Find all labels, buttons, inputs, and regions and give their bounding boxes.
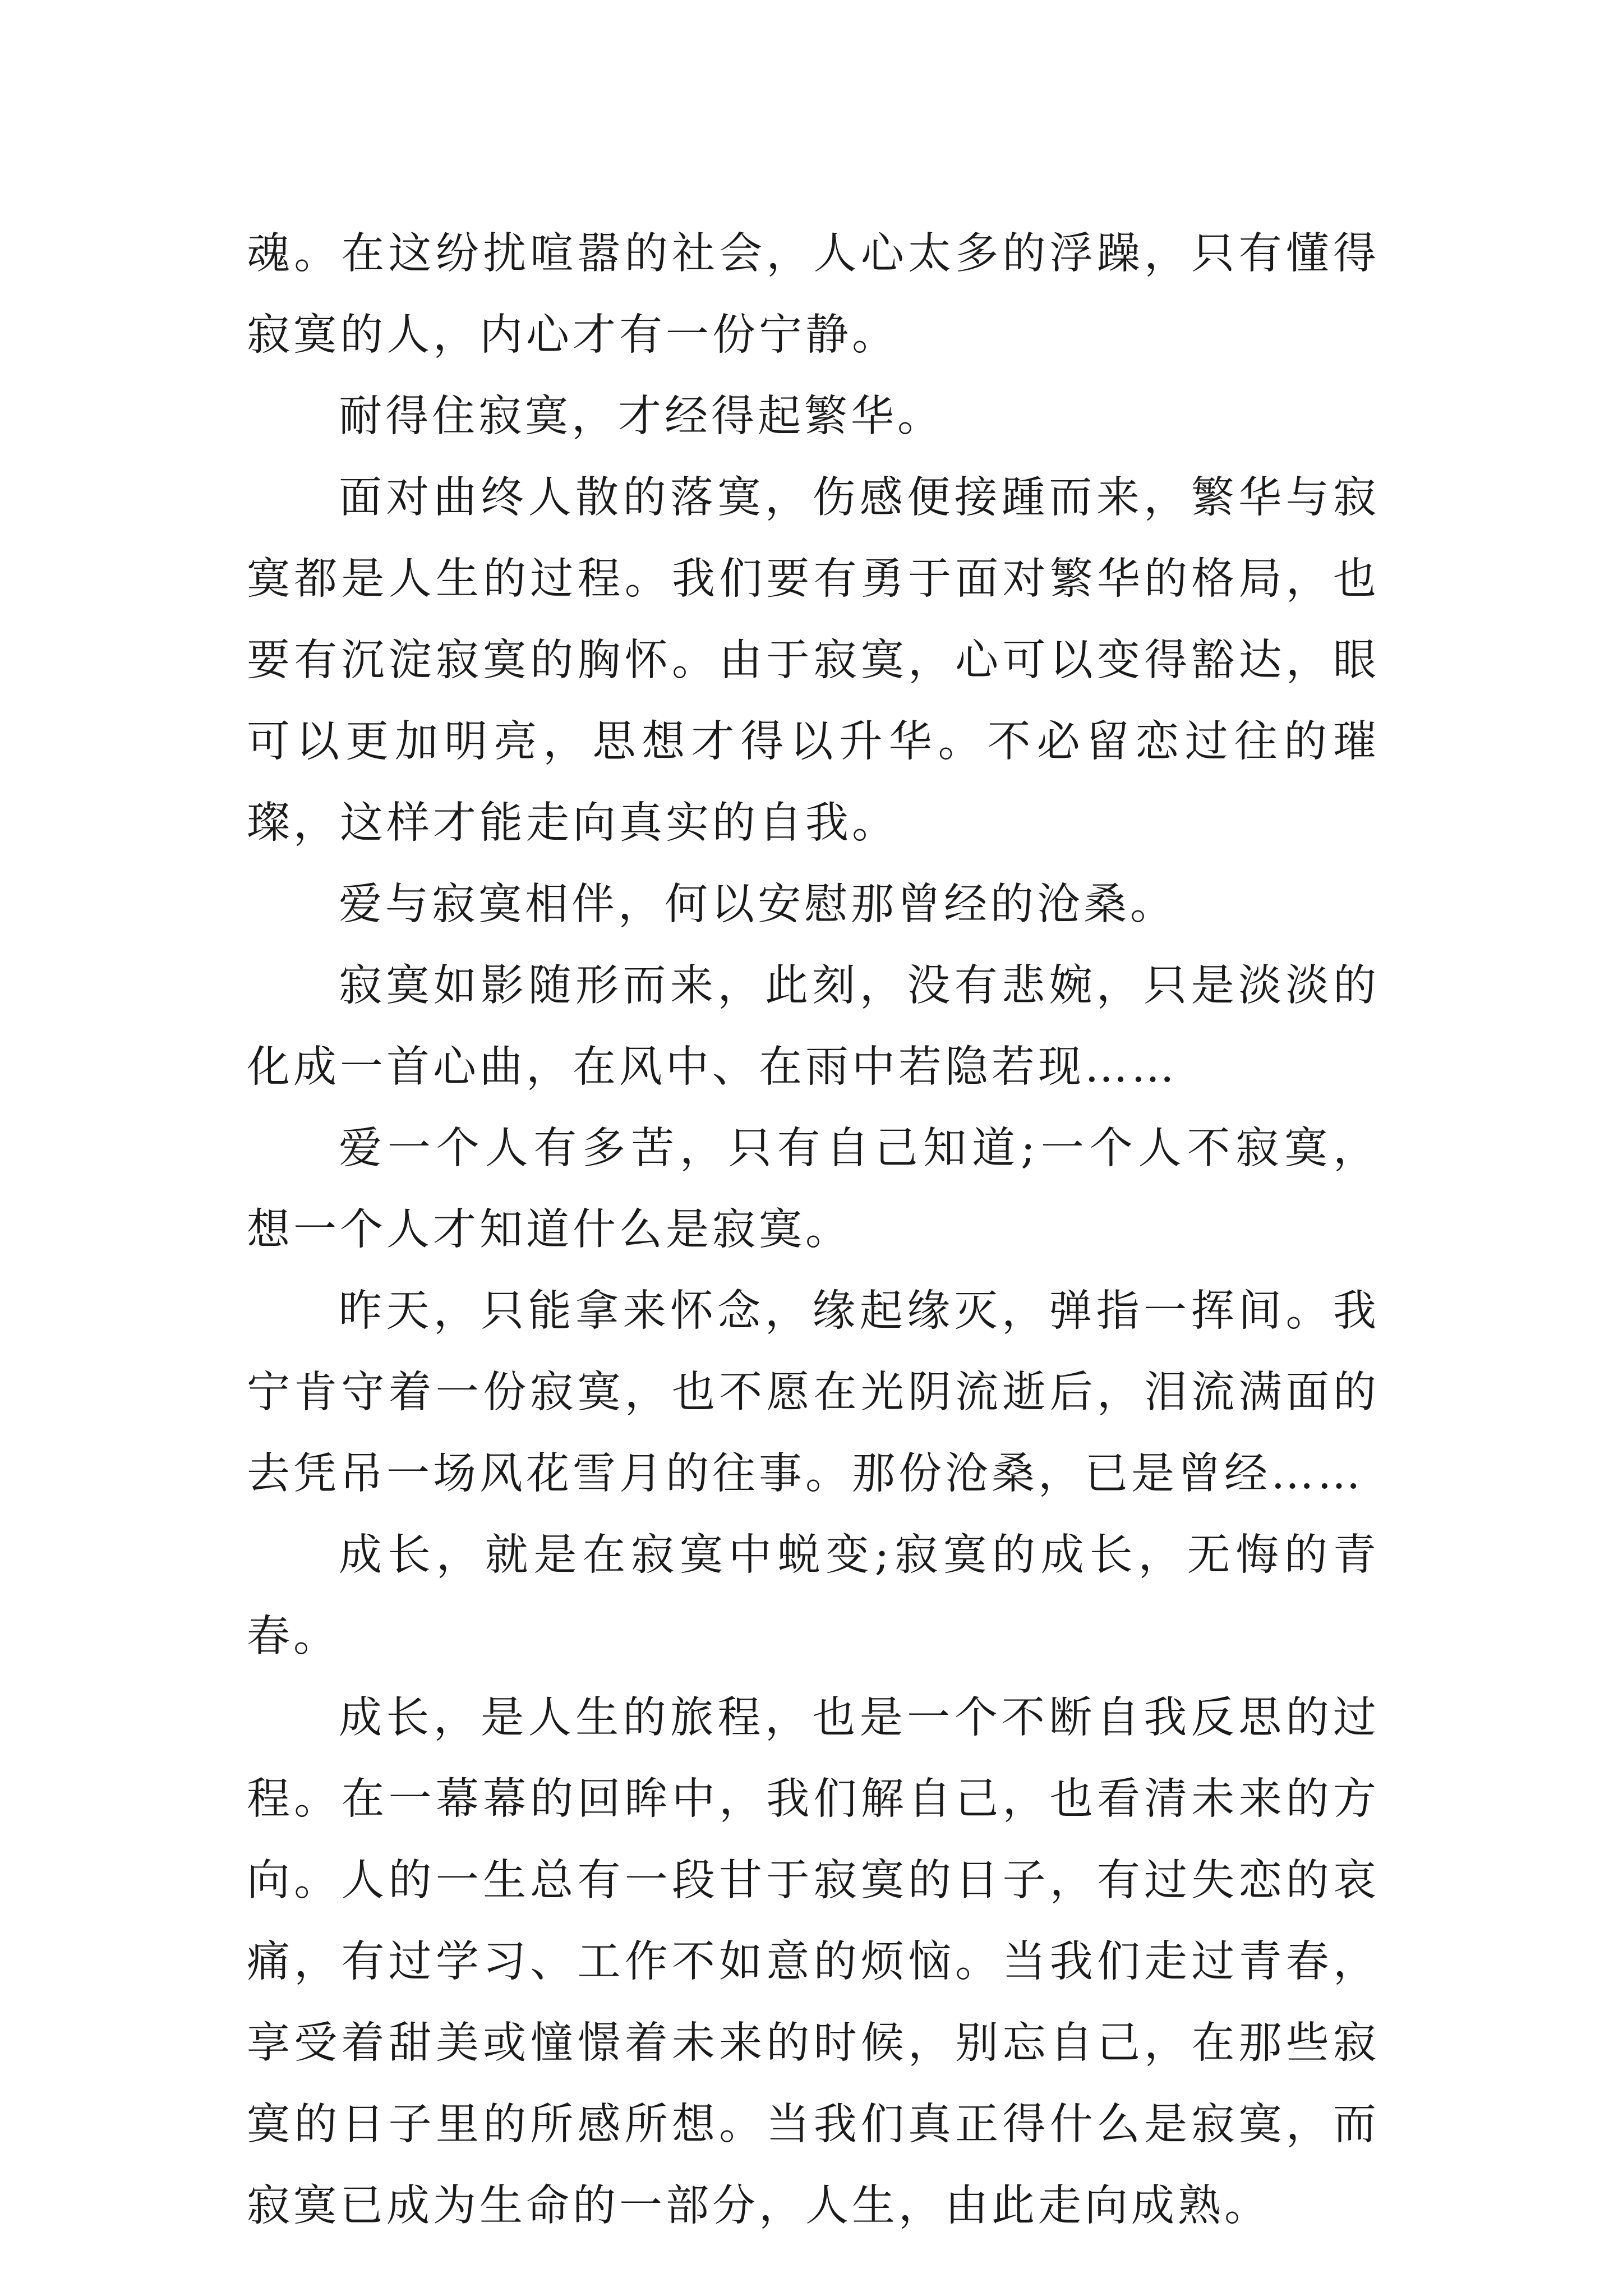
paragraph: 爱一个人有多苦，只有自己知道;一个人不寂寞，想一个人才知道什么是寂寞。 xyxy=(247,1124,1380,1255)
paragraph: 昨天，只能拿来怀念，缘起缘灭，弹指一挥间。我宁肯守着一份寂寞，也不愿在光阴流逝后，泪流满面的去凭吊一场风花雪月的往事。那份沧桑，已是曾经…… xyxy=(247,1286,1380,1499)
paragraph: 魂。在这纷扰喧嚣的社会，人心太多的浮躁，只有懂得寂寞的人，内心才有一份宁静。 xyxy=(247,229,1380,360)
paragraph: 成长，是人生的旅程，也是一个不断自我反思的过程。在一幕幕的回眸中，我们解自己，也看清未来的方向。人的一生总有一段甘于寂寞的日子，有过失恋的哀痛，有过学习、工作不如意的烦恼。当我们走过青春，享受着甜美或憧憬着未来的时候，别忘自己，在那些寂寞的日子里的所感所想。当我们真正得什么是寂寞，而寂寞已成为生命的一部分，人生，由此走向成熟。 xyxy=(247,1693,1380,2231)
paragraph: 成长，就是在寂寞中蜕变;寂寞的成长，无悔的青春。 xyxy=(247,1530,1380,1662)
paragraph: 耐得住寂寞，才经得起繁华。 xyxy=(339,392,944,441)
paragraph: 爱与寂寞相伴，何以安慰那曾经的沧桑。 xyxy=(339,880,1177,930)
paragraph: 寂寞如影随形而来，此刻，没有悲婉，只是淡淡的化成一首心曲，在风中、在雨中若隐若现…… xyxy=(247,961,1380,1092)
document-body xyxy=(247,213,1380,2247)
paragraph: 面对曲终人散的落寞，伤感便接踵而来，繁华与寂寞都是人生的过程。我们要有勇于面对繁华的格局，也要有沉淀寂寞的胸怀。由于寂寞，心可以变得豁达，眼可以更加明亮，思想才得以升华。不必留恋过往的璀璨，这样才能走向真实的自我。 xyxy=(247,473,1380,848)
